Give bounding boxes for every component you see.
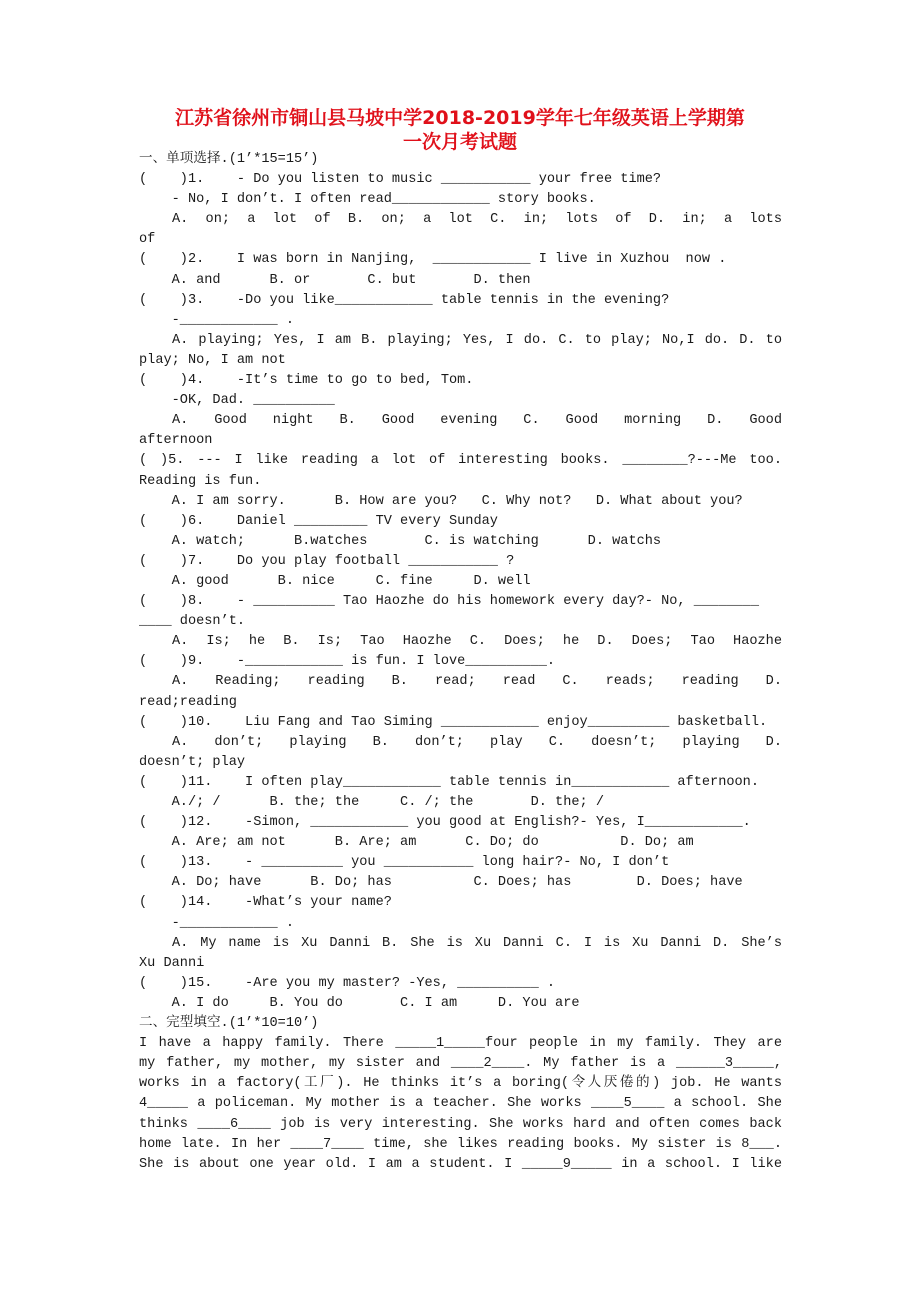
question-15: ( )15. -Are you my master? -Yes, __________ . (139, 975, 556, 991)
question-12: ( )12. -Simon, ____________ you good at English?- Yes, I____________. (139, 815, 751, 831)
document-body (139, 150, 782, 1175)
question-6-options: A. watch; B.watches C. is watching D. watchs (139, 533, 662, 549)
question-5-options: A. I am sorry. B. How are you? C. Why not? D. What about you? (139, 493, 743, 509)
cloze-line-4: 4_____ a policeman. My mother is a teacher. She works ____5____ a school. She (139, 1096, 782, 1112)
question-9-options: A. Reading; reading B. read; read C. reads; reading D. (172, 674, 782, 690)
question-13-options: A. Do; have B. Do; has C. Does; has D. Does; have (139, 875, 743, 891)
question-3-line-2: -____________ . (139, 312, 294, 328)
question-4-options-cont: afternoon (139, 433, 213, 449)
question-11-options: A./; / B. the; the C. /; the D. the; / (139, 795, 604, 810)
title-line-1: 江苏省徐州市铜山县马坡中学2018-2019学年七年级英语上学期第 (175, 107, 745, 129)
title-line-2: 一次月考试题 (402, 131, 517, 153)
question-1-line-2: - No, I don’t. I often read____________ story books. (139, 192, 596, 208)
cloze-line-7: She is about one year old. I am a student. I _____9_____ in a school. I like (139, 1156, 782, 1172)
section-heading-cloze: 二、完型填空.(1’*10=10’) (139, 1016, 319, 1032)
question-11: ( )11. I often play____________ table tennis in____________ afternoon. (139, 774, 759, 790)
question-5: ( )5. --- I like reading a lot of interesting books. ________?---Me too. (139, 453, 782, 469)
question-6: ( )6. Daniel _________ TV every Sunday (139, 513, 498, 529)
question-10-options: A. don’t; playing B. don’t; play C. doesn’t; playing D. (172, 734, 782, 750)
question-14: ( )14. -What’s your name? (139, 895, 392, 911)
question-1: ( )1. - Do you listen to music ___________ your free time? (139, 172, 662, 188)
cloze-line-3: works in a factory(工厂). He thinks it’s a boring(令人厌倦的) job. He wants (139, 1076, 782, 1092)
question-9: ( )9. -____________ is fun. I love__________. (139, 654, 556, 670)
question-12-options: A. Are; am not B. Are; am C. Do; do D. Do; am (139, 835, 694, 851)
question-10: ( )10. Liu Fang and Tao Siming ____________ enjoy__________ basketball. (139, 714, 768, 730)
question-2: ( )2. I was born in Nanjing, ____________ I live in Xuzhou now . (139, 252, 727, 268)
question-7: ( )7. Do you play football ___________ ? (139, 553, 515, 569)
question-7-options: A. good B. nice C. fine D. well (139, 573, 531, 589)
question-15-options: A. I do B. You do C. I am D. You are (139, 995, 580, 1011)
question-4-options: A. Good night B. Good evening C. Good morning D. Good (172, 413, 782, 429)
cloze-line-5: thinks ____6____ job is very interesting. She works hard and often comes back (139, 1116, 782, 1132)
question-14-line-2: -____________ . (139, 915, 294, 931)
cloze-line-2: my father, my mother, my sister and ____2____. My father is a ______3_____, (139, 1056, 782, 1072)
question-2-options: A. and B. or C. but D. then (139, 272, 531, 288)
question-3-options-cont: play; No, I am not (139, 352, 286, 368)
document-title (120, 106, 800, 154)
question-14-options: A. My name is Xu Danni B. She is Xu Danni C. I is Xu Danni D. She’s (172, 935, 782, 951)
question-3: ( )3. -Do you like____________ table tennis in the evening? (139, 292, 670, 308)
question-8: ( )8. - __________ Tao Haozhe do his homework every day?- No, ________ (139, 594, 759, 610)
question-9-options-cont: read;reading (139, 694, 237, 710)
question-5-line-2: Reading is fun. (139, 473, 262, 489)
question-1-options: A. on; a lot of B. on; a lot C. in; lots of D. in; a lots (172, 212, 782, 228)
question-1-options-cont: of (139, 232, 156, 248)
question-8-options: A. Is; he B. Is; Tao Haozhe C. Does; he D. Does; Tao Haozhe (172, 634, 782, 650)
question-10-options-cont: doesn’t; play (139, 754, 246, 770)
cloze-line-6: home late. In her ____7____ time, she likes reading books. My sister is 8___. (139, 1136, 782, 1152)
question-14-options-cont: Xu Danni (139, 955, 205, 971)
question-8-line-2: ____ doesn’t. (139, 614, 246, 630)
question-13: ( )13. - __________ you ___________ long hair?- No, I don’t (139, 855, 670, 871)
question-3-options: A. playing; Yes, I am B. playing; Yes, I do. C. to play; No,I do. D. to (172, 332, 782, 348)
question-4-line-2: -OK, Dad. __________ (139, 393, 335, 409)
cloze-line-1: I have a happy family. There _____1_____four people in my family. They are (139, 1036, 782, 1052)
section-heading-single-choice: 一、单项选择.(1’*15=15’) (139, 152, 319, 167)
question-4: ( )4. -It’s time to go to bed, Tom. (139, 373, 474, 389)
